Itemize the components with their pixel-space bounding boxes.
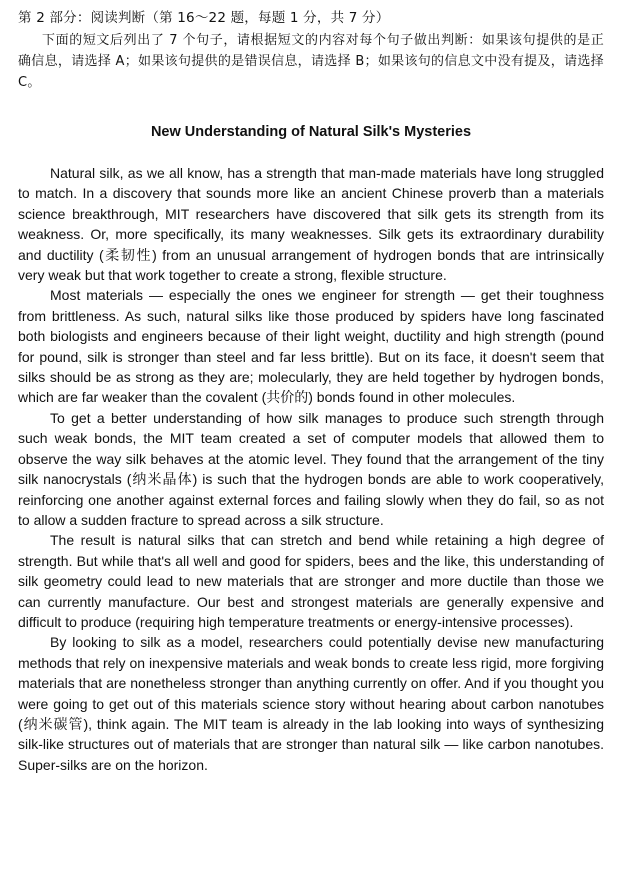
- section-instructions: 下面的短文后列出了 7 个句子，请根据短文的内容对每个句子做出判断：如果该句提供的是正确信息，请选择 A；如果该句提供的是错误信息，请选择 B；如果该句的信息文中没有提及，请选择 C。: [18, 33, 604, 90]
- article-paragraph-1: Natural silk, as we all know, has a strength that man-made materials have long struggled to match. In a discovery that sounds more like an ancient Chinese proverb than a materials science breakthrough, MIT researchers have discovered that silk gets its strength from its weakness. Or, more specifically, its many weaknesses. Silk gets its extraordinary durability and ductility (柔韧性) from an unusual arrangement of hydrogen bonds that are intrinsically very weak but that work together to create a strong, flexible structure.: [18, 165, 604, 284]
- article-paragraph-5: By looking to silk as a model, researchers could potentially devise new manufacturing methods that rely on inexpensive materials and weak bonds to create less rigid, more forgiving materials that are nonetheless stronger than anything currently on offer. And if you thought you were going to get out of this materials science story without hearing about carbon nanotubes (纳米碳管), think again. The MIT team is already in the lab looking into ways of synthesizing silk-like structures out of materials that are stronger than natural silk — like carbon nanotubes. Super-silks are on the horizon.: [18, 634, 604, 773]
- article-paragraph-4: The result is natural silks that can stretch and bend while retaining a high degree of strength. But while that's all well and good for spiders, bees and the like, this understanding of silk geometry could lead to new materials that are stronger and more ductile than those we can currently manufacture. Our best and strongest materials are generally expensive and difficult to produce (requiring high temperature treatments or energy-intensive processes).: [18, 532, 604, 630]
- article-paragraph-2: Most materials — especially the ones we engineer for strength — get their toughness from brittleness. As such, natural silks like those produced by spiders have long fascinated both biologists and engineers because of their light weight, ductility and high strength (pound for pound, silk is stronger than steel and far less brittle). But on its face, it doesn't seem that silks should be as strong as they are; molecularly, they are held together by hydrogen bonds, which are far weaker than the covalent (共价的) bonds found in other molecules.: [18, 287, 604, 406]
- article-body: [18, 163, 604, 775]
- article-paragraph-3: To get a better understanding of how silk manages to produce such strength through such weak bonds, the MIT team created a set of computer models that allowed them to observe the way silk behaves at the atomic level. They found that the arrangement of the tiny silk nanocrystals (纳米晶体) is such that the hydrogen bonds are able to work cooperatively, reinforcing one another against external forces and failing slowly when they do fail, so as not to allow a sudden fracture to spread across a silk structure.: [18, 409, 604, 528]
- article-title: New Understanding of Natural Silk's Mysteries: [150, 124, 472, 140]
- section-header: 第 2 部分：阅读判断（第 16～22 题，每题 1 分，共 7 分）: [18, 10, 390, 26]
